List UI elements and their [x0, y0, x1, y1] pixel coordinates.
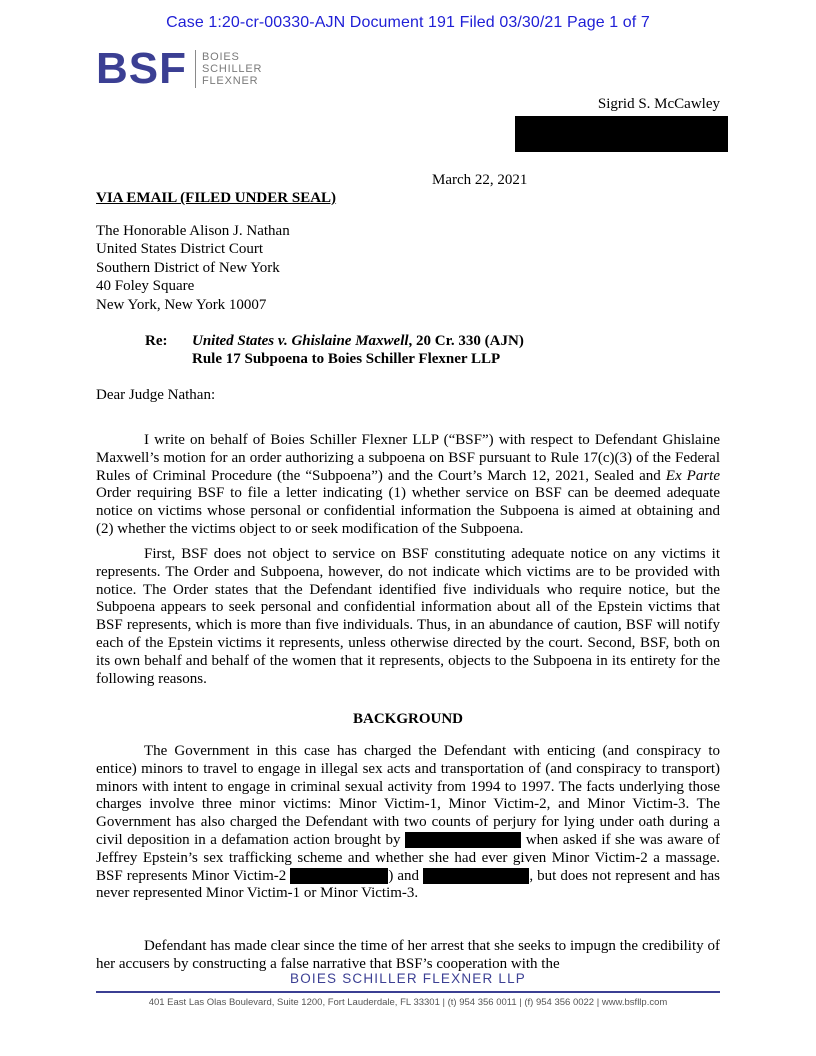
redaction-victim-2-name: [290, 868, 388, 884]
recipient-address: The Honorable Alison J. Nathan United States District Court Southern District of New York 40 Foley Square New York, New York 10007: [96, 223, 290, 313]
paragraph-intro: I write on behalf of Boies Schiller Flexner LLP (“BSF”) with respect to Defendant Ghislaine Maxwell’s motion for an order authorizing a subpoena on BSF pursuant to Rule 17(c)(3) of the Federal Rules of Criminal Procedure (the “Subpoena”) and the Court’s March 12, 2021, Sealed and Ex Parte Order requiring BSF to file a letter indicating (1) whether service on BSF can be deemed adequate notice on victims whose personal or confidential information the Subpoena is aimed at obtaining and (2) whether the victims object to or seek modification of the Subpoena.: [96, 432, 720, 537]
re-subject: Rule 17 Subpoena to Boies Schiller Flexner LLP: [192, 351, 501, 367]
logo-divider: [195, 50, 196, 88]
sender-name: Sigrid S. McCawley: [597, 96, 720, 112]
salutation: Dear Judge Nathan:: [96, 387, 216, 403]
redaction-sender-contact: [515, 116, 728, 152]
logo-mark: BSF: [96, 44, 187, 93]
letter-date: March 22, 2021: [432, 172, 528, 188]
footer-address: 401 East Las Olas Boulevard, Suite 1200, Fort Lauderdale, FL 33301 | (t) 954 356 0011 | (f) 954 356 0022 | www.bsfllp.com: [148, 997, 668, 1008]
footer-rule: [96, 991, 720, 993]
logo-words: BOIES SCHILLER FLEXNER: [202, 51, 263, 87]
paragraph-defendant: Defendant has made clear since the time of her arrest that she seeks to impugn the credibility of her accusers by constructing a false narrative that BSF’s cooperation with the: [96, 938, 720, 972]
case-header: Case 1:20-cr-00330-AJN Document 191 Filed 03/30/21 Page 1 of 7: [166, 14, 650, 31]
paragraph-background: The Government in this case has charged the Defendant with enticing (and conspiracy to entice) minors to travel to engage in illegal sex acts and transportation of (and conspiracy to transport) minors with intent to engage in criminal sexual activity from 1994 to 1997. The facts underlying those charges involve three minor victims: Minor Victim-1, Minor Victim-2, and Minor Victim-3. The Government has also charged the Defendant with two counts of perjury for lying under oath during a civil deposition in a defamation action brought by when asked if she was aware of Jeffrey Epstein’s sex trafficking scheme and whether she had ever given Minor Victim-2 a massage. BSF represents Minor Victim-2 ) and , but does not represent and has never represented Minor Victim-1 or Minor Victim-3.: [96, 743, 721, 902]
delivery-method: VIA EMAIL (FILED UNDER SEAL): [96, 190, 337, 206]
re-label: Re:: [145, 333, 168, 349]
redaction-plaintiff: [405, 832, 521, 848]
section-heading: BACKGROUND: [352, 711, 463, 727]
firm-logo: [96, 46, 262, 92]
case-name: United States v. Ghislaine Maxwell: [192, 333, 409, 349]
paragraph-notice: First, BSF does not object to service on BSF constituting adequate notice on any victims it represents. The Order and Subpoena, however, do not indicate which victims are to be provided with notice. The Order states that the Defendant identified five individuals who require notice, but the Subpoena appears to seek personal and confidential information about all of the Epstein victims that BSF represents, which is more than five individuals. Thus, in an abundance of caution, BSF will notify each of the Epstein victims it represents, unless otherwise directed by the court. Second, BSF, both on its own behalf and behalf of the women that it represents, objects to the Subpoena in its entirety for the following reasons.: [96, 546, 720, 687]
footer-firm-name: BOIES SCHILLER FLEXNER LLP: [289, 971, 527, 986]
redaction-client-name: [423, 868, 529, 884]
